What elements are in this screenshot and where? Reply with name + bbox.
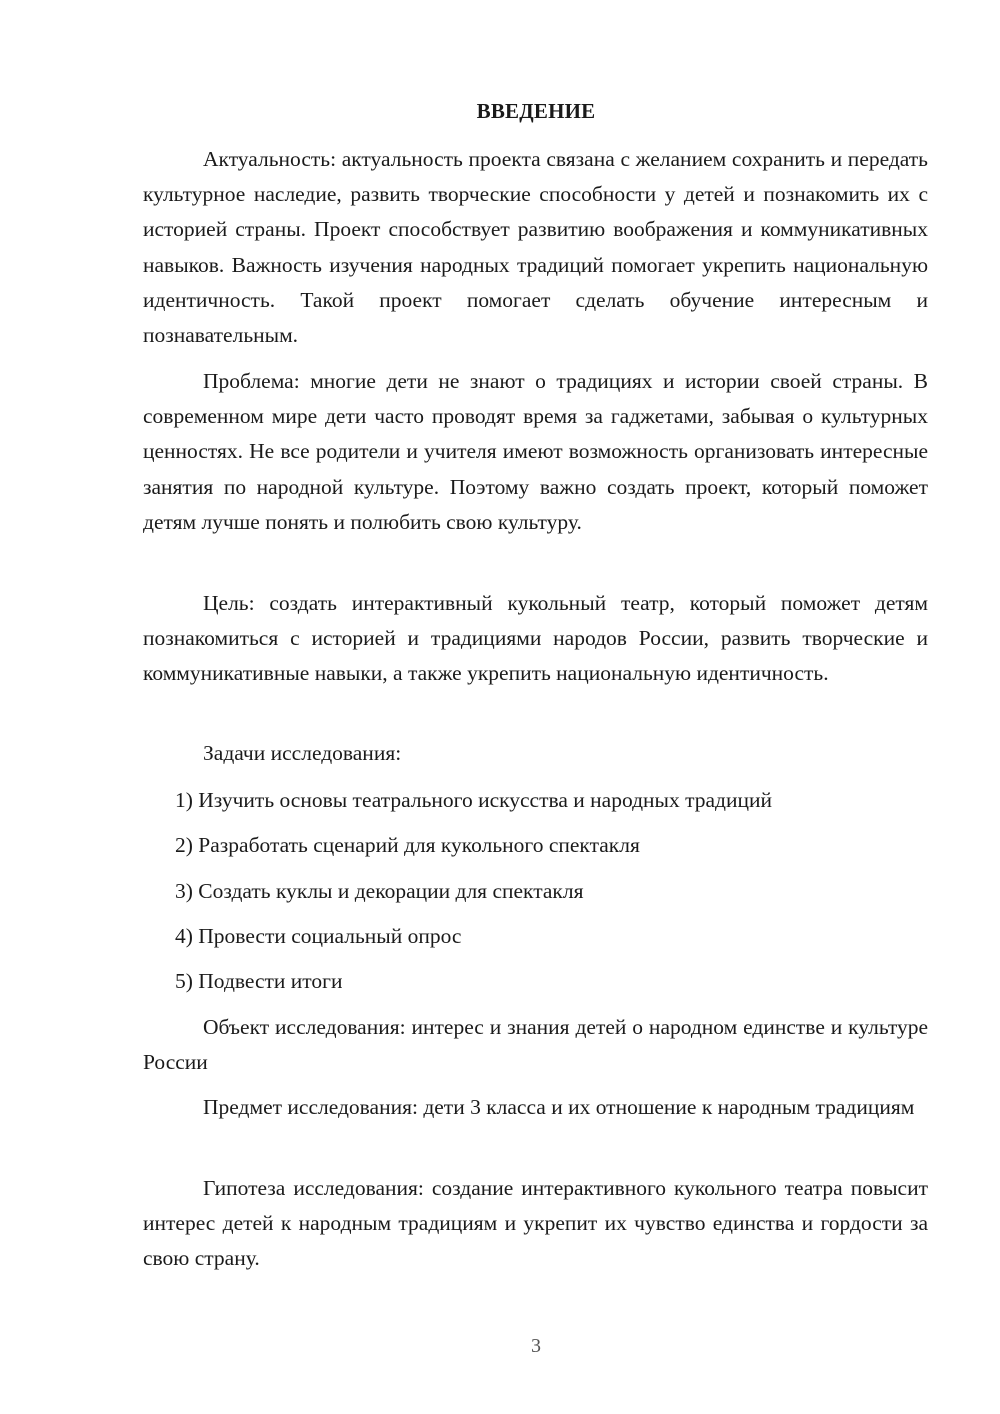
task-item-1: 1) Изучить основы театрального искусства и народных традиций [175, 788, 773, 812]
task-item-4: 4) Провести социальный опрос [175, 924, 462, 948]
paragraph-relevance: Актуальность: актуальность проекта связана с желанием сохранить и передать культурное наследие, развить творческие способности у детей и познакомить их с историей страны. Проект способствует развитию воображения и коммуникативных навыков. Важность изучения народных традиций помогает укрепить национальную идентичность. Такой проект помогает сделать обучение интересным и познавательным. [143, 147, 928, 348]
page-title: ВВЕДЕНИЕ [476, 99, 596, 123]
tasks-title: Задачи исследования: [203, 741, 402, 765]
task-item-3: 3) Создать куклы и декорации для спектакля [175, 879, 584, 903]
paragraph-object: Объект исследования: интерес и знания детей о народном единстве и культуре России [143, 1015, 928, 1075]
task-item-5: 5) Подвести итоги [175, 969, 343, 993]
paragraph-subject: Предмет исследования: дети 3 класса и их отношение к народным традициям [203, 1095, 915, 1119]
task-item-2: 2) Разработать сценарий для кукольного спектакля [175, 833, 640, 857]
paragraph-goal: Цель: создать интерактивный кукольный театр, который поможет детям познакомиться с историей и традициями народов России, развить творческие и коммуникативные навыки, а также укрепить национальную идентичность. [143, 591, 928, 686]
page-number: 3 [531, 1335, 541, 1357]
paragraph-problem: Проблема: многие дети не знают о традициях и истории своей страны. В современном мире дети часто проводят время за гаджетами, забывая о культурных ценностях. Не все родители и учителя имеют возможность организовать интересные занятия по народной культуре. Поэтому важно создать проект, который поможет детям лучше понять и полюбить свою культуру. [143, 369, 928, 534]
paragraph-hypothesis: Гипотеза исследования: создание интерактивного кукольного театра повысит интерес детей к народным традициям и укрепит их чувство единства и гордости за свою страну. [143, 1176, 928, 1271]
